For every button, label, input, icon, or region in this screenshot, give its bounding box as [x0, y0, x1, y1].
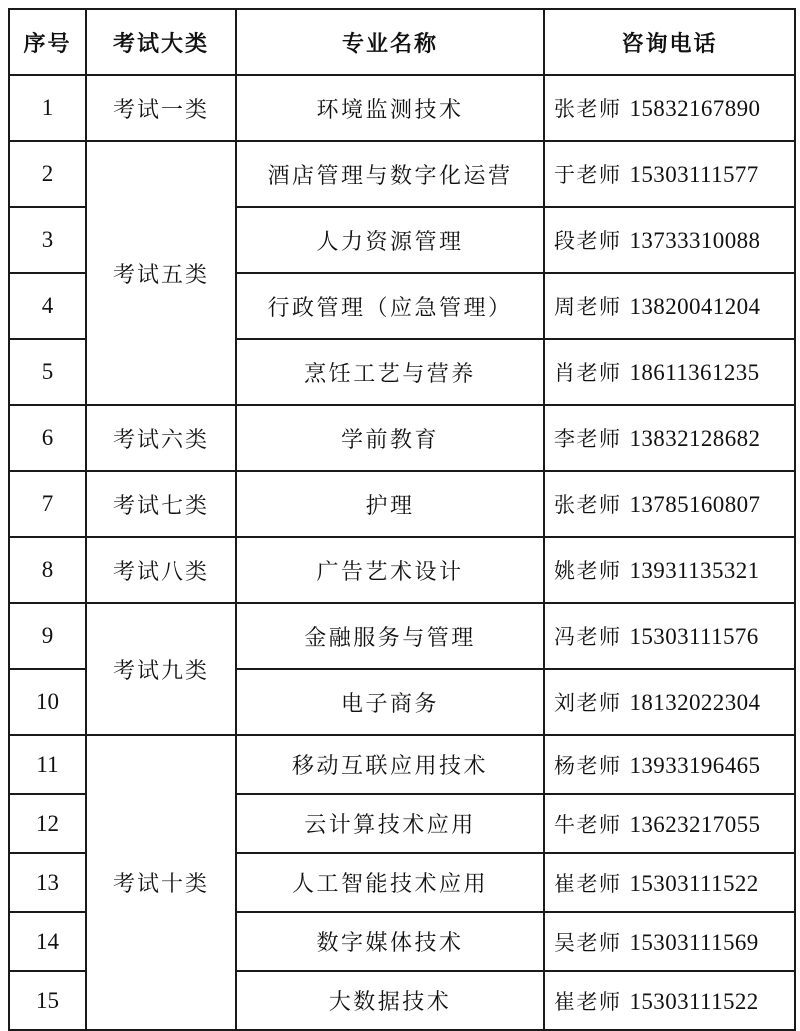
contact-cell: [544, 75, 795, 141]
major-cell: 环境监测技术: [236, 75, 544, 141]
phone-number: 15303111569: [629, 929, 759, 955]
header-contact: 咨询电话: [544, 9, 795, 75]
category-cell: 考试十类: [86, 735, 236, 1030]
major-cell: 烹饪工艺与营养: [236, 339, 544, 405]
row-number: 3: [9, 207, 86, 273]
teacher-name: 李老师: [554, 427, 622, 451]
category-cell: 考试五类: [86, 141, 236, 405]
major-cell: 学前教育: [236, 405, 544, 471]
row-number: 12: [9, 794, 86, 853]
phone-number: 13931135321: [629, 558, 760, 583]
contact-cell: [544, 794, 795, 853]
major-cell: 酒店管理与数字化运营: [236, 141, 544, 207]
contact-cell: [544, 971, 795, 1030]
row-number: 5: [9, 339, 86, 405]
teacher-name: 段老师: [554, 229, 622, 253]
major-cell: 人力资源管理: [236, 207, 544, 273]
contact-cell: [544, 912, 795, 971]
major-cell: 行政管理（应急管理）: [236, 273, 544, 339]
phone-number: 15832167890: [629, 96, 761, 121]
major-cell: 护理: [236, 471, 544, 537]
teacher-name: 崔老师: [554, 871, 622, 896]
category-cell: 考试九类: [86, 603, 236, 735]
phone-number: 13820041204: [629, 294, 761, 319]
contact-cell: [544, 339, 795, 405]
header-category: 考试大类: [86, 9, 236, 75]
row-number: 14: [9, 912, 86, 971]
row-number: 4: [9, 273, 86, 339]
teacher-name: 刘老师: [554, 691, 622, 715]
row-number: 6: [9, 405, 86, 471]
row-number: 9: [9, 603, 86, 669]
majors-contact-table: [8, 8, 796, 1031]
contact-cell: [544, 207, 795, 273]
header-number: 序号: [9, 9, 86, 75]
major-cell: 云计算技术应用: [236, 794, 544, 853]
phone-number: 15303111522: [629, 870, 759, 896]
table-row: [9, 603, 795, 669]
teacher-name: 张老师: [554, 493, 622, 517]
table-row: [9, 537, 795, 603]
table-row: [9, 75, 795, 141]
major-cell: 人工智能技术应用: [236, 853, 544, 912]
contact-cell: [544, 735, 795, 794]
row-number: 11: [9, 735, 86, 794]
contact-cell: [544, 537, 795, 603]
teacher-name: 崔老师: [554, 989, 622, 1014]
row-number: 15: [9, 971, 86, 1030]
category-cell: 考试八类: [86, 537, 236, 603]
category-cell: 考试六类: [86, 405, 236, 471]
row-number: 7: [9, 471, 86, 537]
category-cell: 考试七类: [86, 471, 236, 537]
major-cell: 数字媒体技术: [236, 912, 544, 971]
teacher-name: 周老师: [554, 295, 622, 319]
contact-cell: [544, 853, 795, 912]
row-number: 13: [9, 853, 86, 912]
teacher-name: 于老师: [554, 163, 622, 187]
row-number: 8: [9, 537, 86, 603]
table-row: [9, 735, 795, 794]
phone-number: 18132022304: [629, 690, 761, 715]
teacher-name: 牛老师: [554, 812, 622, 837]
table-row: [9, 471, 795, 537]
phone-number: 15303111577: [629, 162, 759, 187]
major-cell: 广告艺术设计: [236, 537, 544, 603]
contact-cell: [544, 273, 795, 339]
teacher-name: 张老师: [554, 97, 622, 121]
contact-cell: [544, 141, 795, 207]
category-cell: 考试一类: [86, 75, 236, 141]
major-cell: 电子商务: [236, 669, 544, 735]
contact-cell: [544, 669, 795, 735]
phone-number: 13785160807: [629, 492, 761, 517]
header-major: 专业名称: [236, 9, 544, 75]
table-row: [9, 405, 795, 471]
contact-cell: [544, 471, 795, 537]
teacher-name: 冯老师: [554, 625, 622, 649]
phone-number: 15303111522: [629, 988, 759, 1014]
phone-number: 13933196465: [629, 752, 761, 778]
phone-number: 13623217055: [629, 811, 761, 837]
major-cell: 移动互联应用技术: [236, 735, 544, 794]
table-row: [9, 141, 795, 207]
major-cell: 金融服务与管理: [236, 603, 544, 669]
phone-number: 13832128682: [629, 426, 761, 451]
teacher-name: 吴老师: [554, 930, 622, 955]
contact-cell: [544, 405, 795, 471]
header-row: [9, 9, 795, 75]
phone-number: 13733310088: [629, 228, 761, 253]
teacher-name: 姚老师: [554, 559, 622, 583]
row-number: 2: [9, 141, 86, 207]
teacher-name: 肖老师: [554, 361, 622, 385]
row-number: 1: [9, 75, 86, 141]
phone-number: 18611361235: [629, 360, 760, 385]
major-cell: 大数据技术: [236, 971, 544, 1030]
teacher-name: 杨老师: [554, 753, 622, 778]
contact-cell: [544, 603, 795, 669]
phone-number: 15303111576: [629, 624, 759, 649]
row-number: 10: [9, 669, 86, 735]
